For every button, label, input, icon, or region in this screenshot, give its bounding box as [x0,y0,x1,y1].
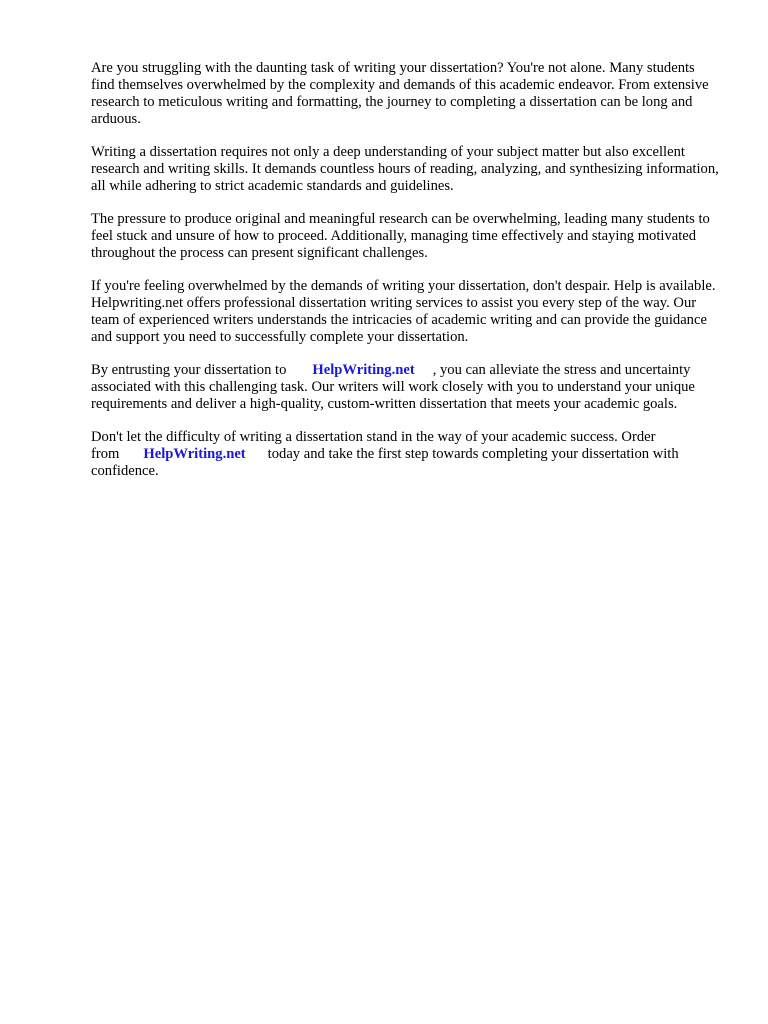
paragraph-order-text-after: today and take the first step towards completing your dissertation with confidence. [91,446,679,479]
paragraph-entrusting-text-before: By entrusting your dissertation to [91,362,287,378]
helpwriting-link[interactable]: HelpWriting.net [312,362,415,378]
paragraph-help-available: If you're feeling overwhelmed by the demands of writing your dissertation, don't despair. Help is available. Helpwriting.net offers professional dissertation writing services to assist you every step of the way. Our team of experienced writers understands the intricacies of academic writing and can provide the guidance and support you need to successfully complete your dissertation. [91,278,716,345]
paragraph-intro: Are you struggling with the daunting task of writing your dissertation? You're not alone. Many students find themselves overwhelmed by the complexity and demands of this academic endeavor. From extensive research to meticulous writing and formatting, the journey to completing a dissertation can be long and arduous. [91,60,709,127]
paragraph-requirements: Writing a dissertation requires not only a deep understanding of your subject matter but also excellent research and writing skills. It demands countless hours of reading, analyzing, and synthesizing information, all while adhering to strict academic standards and guidelines. [91,144,719,194]
paragraph-order [91,429,721,480]
paragraph-entrusting [91,362,721,413]
paragraph-entrusting-text-after: , you can alleviate the stress and uncertainty associated with this challenging task. Our writers will work closely with you to understand your unique requirements and deliver a high-quality, custom-written dissertation that meets your academic goals. [91,362,695,412]
document-body [91,60,721,496]
paragraph-order-text-before: Don't let the difficulty of writing a dissertation stand in the way of your academic success. Order from [91,429,656,462]
paragraph-pressure: The pressure to produce original and meaningful research can be overwhelming, leading many students to feel stuck and unsure of how to proceed. Additionally, managing time effectively and staying motivated throughout the process can present significant challenges. [91,211,710,261]
helpwriting-order-link[interactable]: HelpWriting.net [143,446,246,462]
